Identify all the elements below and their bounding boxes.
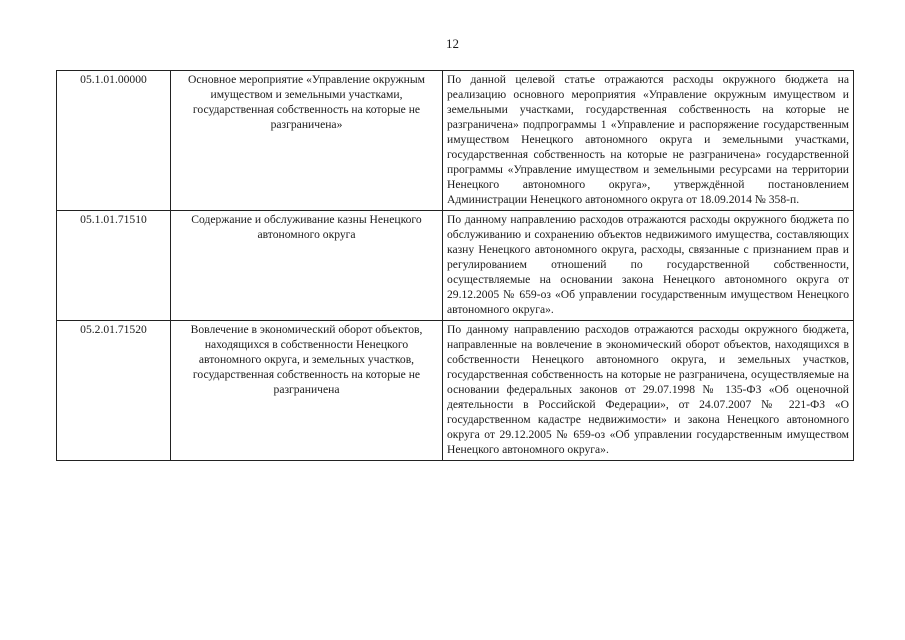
target-article-description: По данной целевой статье отражаются расходы окружного бюджета на реализацию основного мероприятия «Управление окружным имуществом и земельными участками, государственная собственность на которые не разграничена» подпрограммы 1 «Управление и распоряжение государственным имуществом Ненецкого автономного округа и земельными участками, государственная собственность на которые не разграничена» государственной программы «Управление имуществом и земельными ресурсами на территории Ненецкого автономного округа», утверждённой постановлением Администрации Ненецкого автономного округа от 18.09.2014 № 358-п. [443, 71, 854, 211]
target-article-name: Основное мероприятие «Управление окружным имуществом и земельными участками, государственная собственность на которые не разграничена» [171, 71, 443, 211]
table-row [57, 211, 854, 321]
target-article-description: По данному направлению расходов отражаются расходы окружного бюджета по обслуживанию и сохранению объектов недвижимого имущества, составляющих казну Ненецкого автономного округа, расходы, связанные с признанием прав и регулированием отношений по государственной собственности, осуществляемые на основании закона Ненецкого автономного округа от 29.12.2005 № 659-оз «Об управлении государственным имуществом Ненецкого автономного округа». [443, 211, 854, 321]
page-number: 12 [446, 36, 459, 51]
target-article-description: По данному направлению расходов отражаются расходы окружного бюджета, направленные на вовлечение в экономический оборот объектов, находящихся в собственности Ненецкого автономного округа, и земельных участков, государственная собственность на которые не разграничена, осуществляемые на основании федеральных законов от 29.07.1998 № 135-ФЗ «Об оценочной деятельности в Российской Федерации», от 24.07.2007 № 221-ФЗ «О государственном кадастре недвижимости» и закона Ненецкого автономного округа от 29.12.2005 № 659-оз «Об управлении государственным имуществом Ненецкого автономного округа». [443, 321, 854, 461]
target-article-code: 05.1.01.00000 [57, 71, 171, 211]
table-row [57, 321, 854, 461]
target-article-name: Содержание и обслуживание казны Ненецкого автономного округа [171, 211, 443, 321]
target-article-code: 05.1.01.71510 [57, 211, 171, 321]
target-article-name: Вовлечение в экономический оборот объектов, находящихся в собственности Ненецкого автономного округа, и земельных участков, государственная собственность на которые не разграничена [171, 321, 443, 461]
target-article-code: 05.2.01.71520 [57, 321, 171, 461]
table-row [57, 71, 854, 211]
budget-classification-table [56, 70, 854, 461]
